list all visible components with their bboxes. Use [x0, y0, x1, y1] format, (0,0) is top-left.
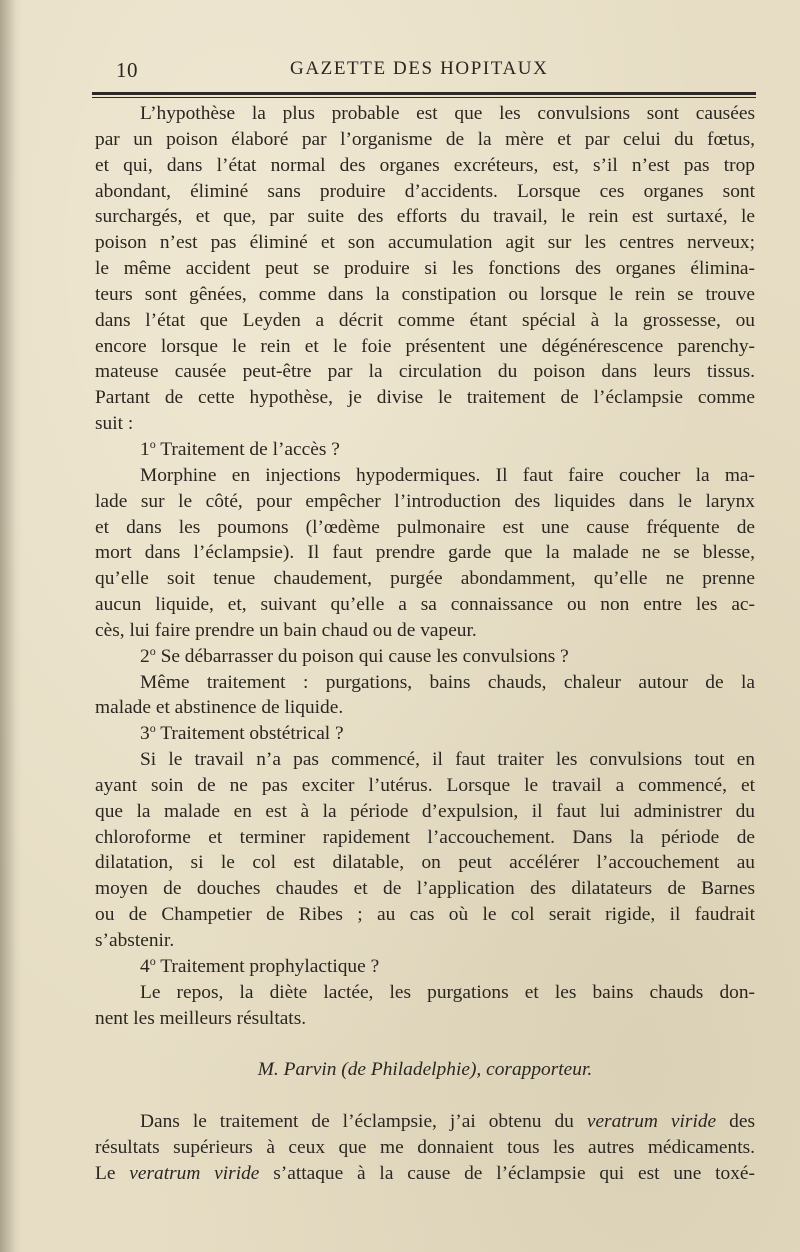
- section-heading-4: [95, 954, 755, 980]
- paragraph-line: dilatation, si le col est dilatable, on peut accélérer l’accouchement au: [95, 852, 755, 874]
- paragraph-line: que la malade en est à la période d’expulsion, il faut lui administrer du: [95, 800, 755, 822]
- paragraph-line: Si le travail n’a pas commencé, il faut traiter les convulsions tout en: [140, 749, 755, 771]
- paragraph-line: Partant de cette hypothèse, je divise le traitement de l’éclampsie comme: [95, 387, 755, 409]
- text-run: s’attaque à la cause de l’éclampsie qui est une toxé-: [259, 1162, 755, 1184]
- paragraph-line: chloroforme et terminer rapidement l’accouchement. Dans la période de: [95, 826, 755, 848]
- paragraph-line: malade et abstinence de liquide.: [95, 697, 344, 719]
- paragraph-line: abondant, éliminé sans produire d’accidents. Lorsque ces organes sont: [95, 180, 755, 202]
- italic-term: veratrum viride: [129, 1162, 260, 1184]
- page-header: [116, 58, 756, 88]
- paragraph-line: par un poison élaboré par l’organisme de la mère et par celui du fœtus,: [95, 128, 755, 150]
- paragraph-line: ayant soin de ne pas exciter l’utérus. Lorsque le travail a commencé, et: [95, 774, 755, 796]
- paragraph-line: cès, lui faire prendre un bain chaud ou de vapeur.: [95, 619, 477, 641]
- section-number: 1: [140, 438, 150, 460]
- text-run: des: [716, 1110, 755, 1132]
- paragraph-line: lade sur le côté, pour empêcher l’introduction des liquides dans le larynx: [95, 490, 755, 512]
- section-title: Se débarrasser du poison qui cause les convulsions ?: [160, 645, 569, 667]
- section-number: 4: [140, 955, 150, 977]
- paragraph-line: ou de Champetier de Ribes ; au cas où le col serait rigide, il faudrait: [95, 904, 755, 926]
- paragraph-line: aucun liquide, et, suivant qu’elle a sa connaissance ou non entre les ac-: [95, 594, 755, 616]
- ordinal-mark: o: [149, 721, 156, 736]
- paragraph-line: poison n’est pas éliminé et son accumulation agit sur les centres nerveux;: [95, 232, 755, 254]
- paragraph-line: [95, 1109, 755, 1135]
- header-rule-thin: [92, 97, 756, 98]
- paragraph-line: surchargés, et que, par suite des efforts du travail, le rein est surtaxé, le: [95, 206, 755, 228]
- section-heading-1: [95, 437, 755, 463]
- binding-shadow: [0, 0, 22, 1252]
- paragraph-line: mort dans l’éclampsie). Il faut prendre garde que la malade ne se blesse,: [95, 542, 755, 564]
- paragraph-line: qu’elle soit tenue chaudement, purgée abondamment, qu’elle ne prenne: [95, 568, 755, 590]
- ordinal-mark: o: [149, 643, 156, 658]
- article-body: [95, 101, 755, 1186]
- paragraph-line: et dans les poumons (l’œdème pulmonaire est une cause fréquente de: [95, 516, 755, 538]
- section-title: Traitement prophylactique ?: [160, 955, 380, 977]
- section-heading-3: [95, 721, 755, 747]
- paragraph-line: résultats supérieurs à ceux que me donnaient tous les autres médicaments.: [95, 1136, 755, 1158]
- section-title: Traitement de l’accès ?: [160, 438, 340, 460]
- page-number: 10: [116, 58, 138, 82]
- paragraph-line: dans l’état que Leyden a décrit comme étant spécial à la grossesse, ou: [95, 309, 755, 331]
- paragraph-line: moyen de douches chaudes et de l’application des dilatateurs de Barnes: [95, 878, 755, 900]
- paragraph-line: Le repos, la diète lactée, les purgations et les bains chauds don-: [140, 981, 755, 1003]
- paragraph-line: Morphine en injections hypodermiques. Il faut faire coucher la ma-: [140, 464, 755, 486]
- vertical-spacer: [95, 1031, 755, 1057]
- section-number: 3: [140, 723, 150, 745]
- section-heading-2: [95, 644, 755, 670]
- paragraph-line: Même traitement : purgations, bains chauds, chaleur autour de la: [140, 671, 755, 693]
- paragraph-line: teurs sont gênées, comme dans la constipation ou lorsque le rein se trouve: [95, 283, 755, 305]
- paragraph-line: nent les meilleurs résultats.: [95, 1007, 307, 1029]
- paragraph-line: encore lorsque le rein et le foie présentent une dégénérescence parenchy-: [95, 335, 755, 357]
- ordinal-mark: o: [149, 953, 156, 968]
- text-run: Le: [95, 1162, 130, 1184]
- paragraph-line: L’hypothèse la plus probable est que les convulsions sont causées: [140, 103, 755, 124]
- paragraph-line: mateuse causée peut-être par la circulation du poison dans leurs tissus.: [95, 361, 755, 383]
- paragraph-line: [95, 1161, 755, 1187]
- running-title: GAZETTE DES HOPITAUX: [290, 58, 549, 79]
- section-title: Traitement obstétrical ?: [160, 723, 344, 745]
- paragraph-line: suit :: [95, 413, 134, 435]
- ordinal-mark: o: [149, 436, 156, 451]
- paragraph-line: et qui, dans l’état normal des organes excréteurs, est, s’il n’est pas trop: [95, 154, 755, 176]
- speaker-attribution: M. Parvin (de Philadelphie), corapporteur.: [257, 1059, 593, 1081]
- italic-term: veratrum viride: [586, 1110, 717, 1132]
- header-rule-thick: [92, 92, 756, 95]
- paragraph-line: le même accident peut se produire si les fonctions des organes élimina-: [95, 258, 755, 280]
- vertical-spacer: [95, 1083, 755, 1109]
- section-number: 2: [140, 645, 150, 667]
- text-run: Dans le traitement de l’éclampsie, j’ai obtenu du: [140, 1110, 587, 1132]
- paragraph-line: s’abstenir.: [95, 930, 175, 951]
